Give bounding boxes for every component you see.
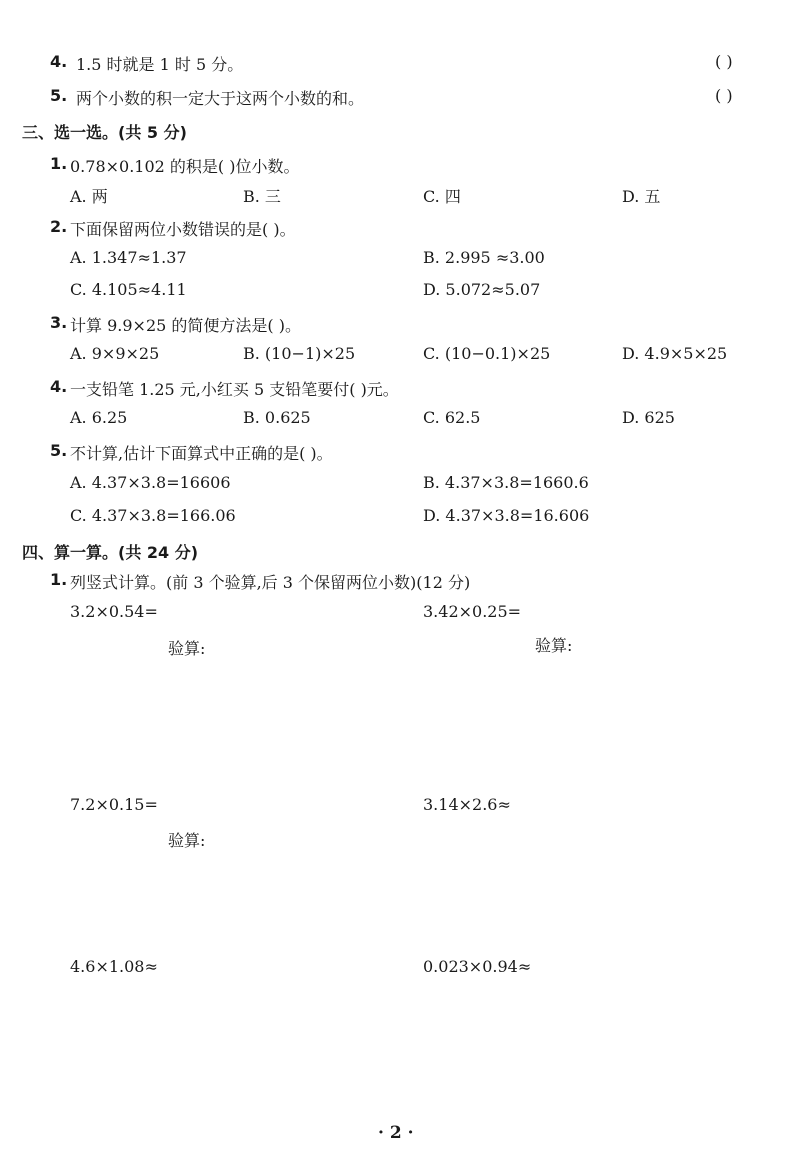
s3-q2-number: 2. [50,217,68,236]
s3-q5-option-a: A. 4.37×3.8=16606 [70,473,231,492]
s4-q1-number: 1. [50,570,68,589]
judge-q5-number: 5. [50,86,68,105]
s3-q4-option-b: B. 0.625 [243,408,311,427]
s3-q3-option-d: D. 4.9×5×25 [622,344,728,363]
judge-q4-answer-paren: ( ) [715,52,733,71]
s3-q4-option-a: A. 6.25 [70,408,128,427]
problem-2: 3.42×0.25= [423,602,522,621]
s3-q5-option-c: C. 4.37×3.8=166.06 [70,506,236,525]
judge-q4-number: 4. [50,52,68,71]
s3-q1-option-b: B. 三 [243,187,281,206]
s3-q2-option-a: A. 1.347≈1.37 [70,248,187,267]
section3-title: 三、选一选。(共 5 分) [22,123,187,142]
problem-4: 3.14×2.6≈ [423,795,511,814]
s3-q5-number: 5. [50,441,68,460]
s3-q2-option-b: B. 2.995 ≈3.00 [423,248,545,267]
s3-q4-text: 一支铅笔 1.25 元,小红买 5 支铅笔要付( )元。 [70,380,399,399]
judge-q5-answer-paren: ( ) [715,86,733,105]
problem-5: 4.6×1.08≈ [70,957,158,976]
s3-q3-option-b: B. (10−1)×25 [243,344,356,363]
s3-q2-option-d: D. 5.072≈5.07 [423,280,541,299]
problem-6: 0.023×0.94≈ [423,957,532,976]
page-number: · 2 · [378,1123,414,1143]
s3-q3-option-c: C. (10−0.1)×25 [423,344,551,363]
s3-q3-number: 3. [50,313,68,332]
s3-q5-text: 不计算,估计下面算式中正确的是( )。 [70,444,333,463]
s3-q1-number: 1. [50,154,68,173]
s3-q2-text: 下面保留两位小数错误的是( )。 [70,220,296,239]
judge-q5-text: 两个小数的积一定大于这两个小数的和。 [76,89,365,108]
problem-1: 3.2×0.54= [70,602,158,621]
s3-q2-option-c: C. 4.105≈4.11 [70,280,187,299]
s3-q3-option-a: A. 9×9×25 [70,344,160,363]
s3-q1-option-a: A. 两 [70,187,108,206]
s3-q4-number: 4. [50,377,68,396]
judge-q4-text: 1.5 时就是 1 时 5 分。 [76,55,244,74]
s3-q1-option-c: C. 四 [423,187,461,206]
problem-3: 7.2×0.15= [70,795,158,814]
check-label-3: 验算: [168,831,206,850]
s3-q5-option-d: D. 4.37×3.8=16.606 [423,506,590,525]
s3-q1-text: 0.78×0.102 的积是( )位小数。 [70,157,300,176]
s3-q4-option-d: D. 625 [622,408,675,427]
s3-q5-option-b: B. 4.37×3.8=1660.6 [423,473,589,492]
check-label-1: 验算: [168,639,206,658]
section4-title: 四、算一算。(共 24 分) [22,543,199,562]
s3-q1-option-d: D. 五 [622,187,661,206]
s4-q1-text: 列竖式计算。(前 3 个验算,后 3 个保留两位小数)(12 分) [70,573,471,592]
s3-q4-option-c: C. 62.5 [423,408,481,427]
check-label-2: 验算: [535,636,573,655]
s3-q3-text: 计算 9.9×25 的简便方法是( )。 [70,316,301,335]
